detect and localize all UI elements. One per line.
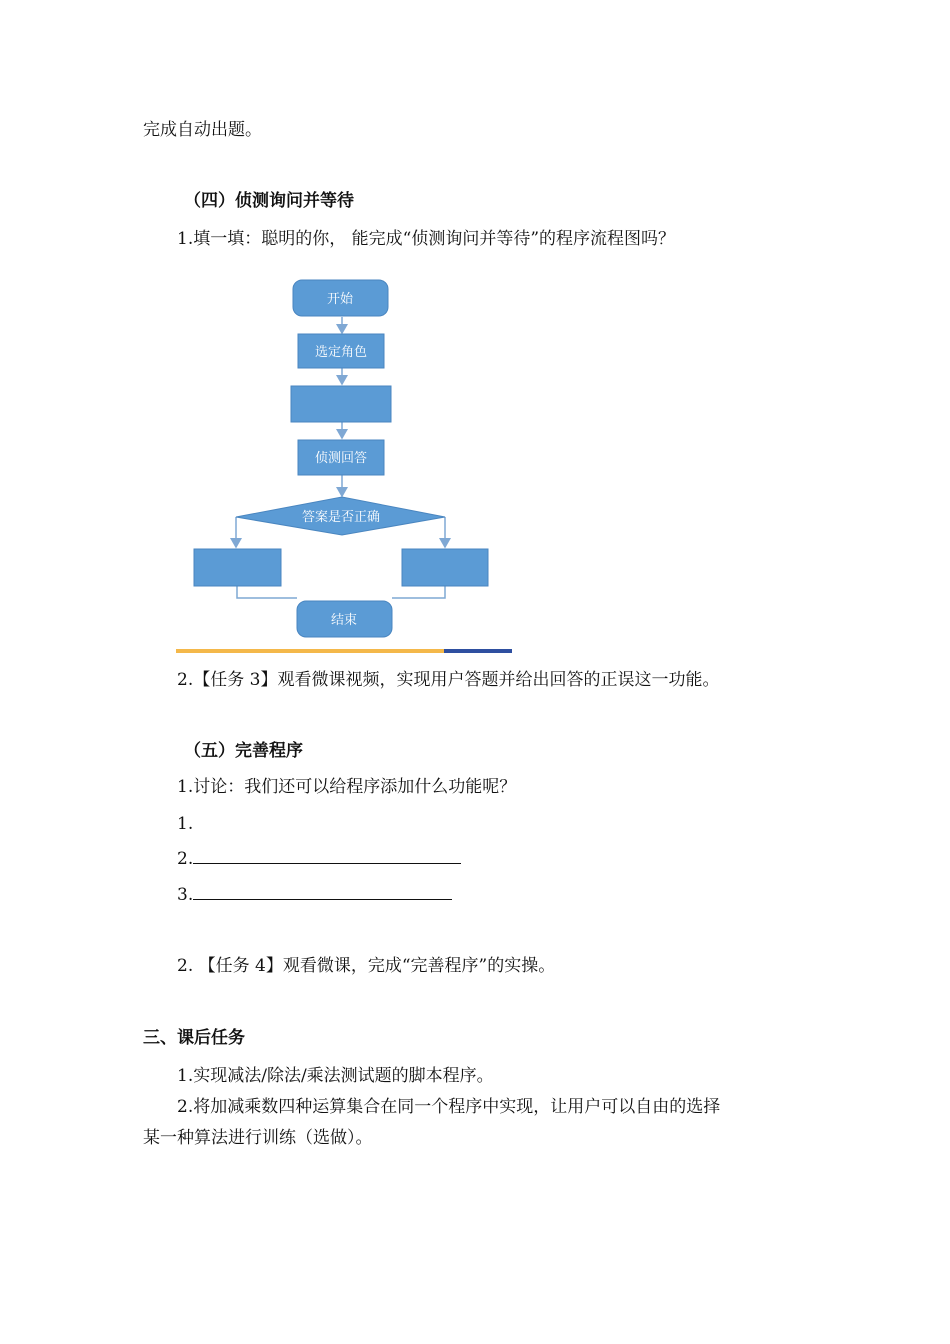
flowchart-select-role-label: 选定角色 xyxy=(314,345,368,360)
flowchart-detect-answer-label: 侦测回答 xyxy=(314,451,368,466)
after-class-item-1: 1.实现减法/除法/乘法测试题的脚本程序。 xyxy=(177,1066,494,1086)
section-heading-5: （五）完善程序 xyxy=(184,741,303,761)
task-3-instruction: 2.【任务 3】观看微课视频，实现用户答题并给出回答的正误这一功能。 xyxy=(177,670,720,690)
answer-line-2 xyxy=(177,847,461,871)
flowchart-blank-branch-right xyxy=(402,549,488,586)
decorative-bar-orange xyxy=(176,649,444,653)
answer-line-1-number: 1. xyxy=(177,814,194,834)
answer-line-1 xyxy=(177,812,193,836)
flowchart-diagram xyxy=(170,275,520,660)
discussion-question: 1.讨论：我们还可以给程序添加什么功能呢？ xyxy=(177,777,517,797)
section-heading-4: （四）侦测询问并等待 xyxy=(184,191,354,211)
answer-blank-2[interactable] xyxy=(193,847,461,864)
flowchart-start-label: 开始 xyxy=(326,292,354,307)
flowchart-end-label: 结束 xyxy=(330,613,358,628)
section-heading-after-class: 三、课后任务 xyxy=(143,1028,245,1048)
paragraph-continuation: 完成自动出题。 xyxy=(143,120,262,140)
flowchart-blank-step xyxy=(291,386,391,422)
connector-left-end xyxy=(237,586,297,598)
task-4-instruction: 2. 【任务 4】观看微课，完成“完善程序”的实操。 xyxy=(177,956,556,976)
answer-line-3-number: 3. xyxy=(177,885,194,905)
after-class-item-2-line-2: 某一种算法进行训练（选做）。 xyxy=(143,1128,373,1148)
answer-line-2-number: 2. xyxy=(177,849,194,869)
after-class-item-2-line-1: 2.将加减乘数四种运算集合在同一个程序中实现，让用户可以自由的选择 xyxy=(177,1097,721,1117)
flowchart-decision-label: 答案是否正确 xyxy=(301,510,381,525)
flowchart-blank-branch-left xyxy=(194,549,281,586)
decorative-bar-blue xyxy=(444,649,512,653)
connector-right-end xyxy=(392,586,445,598)
answer-line-3 xyxy=(177,883,452,907)
question-fill-in: 1.填一填：聪明的你， 能完成“侦测询问并等待”的程序流程图吗？ xyxy=(177,229,676,249)
answer-blank-3[interactable] xyxy=(193,883,452,900)
